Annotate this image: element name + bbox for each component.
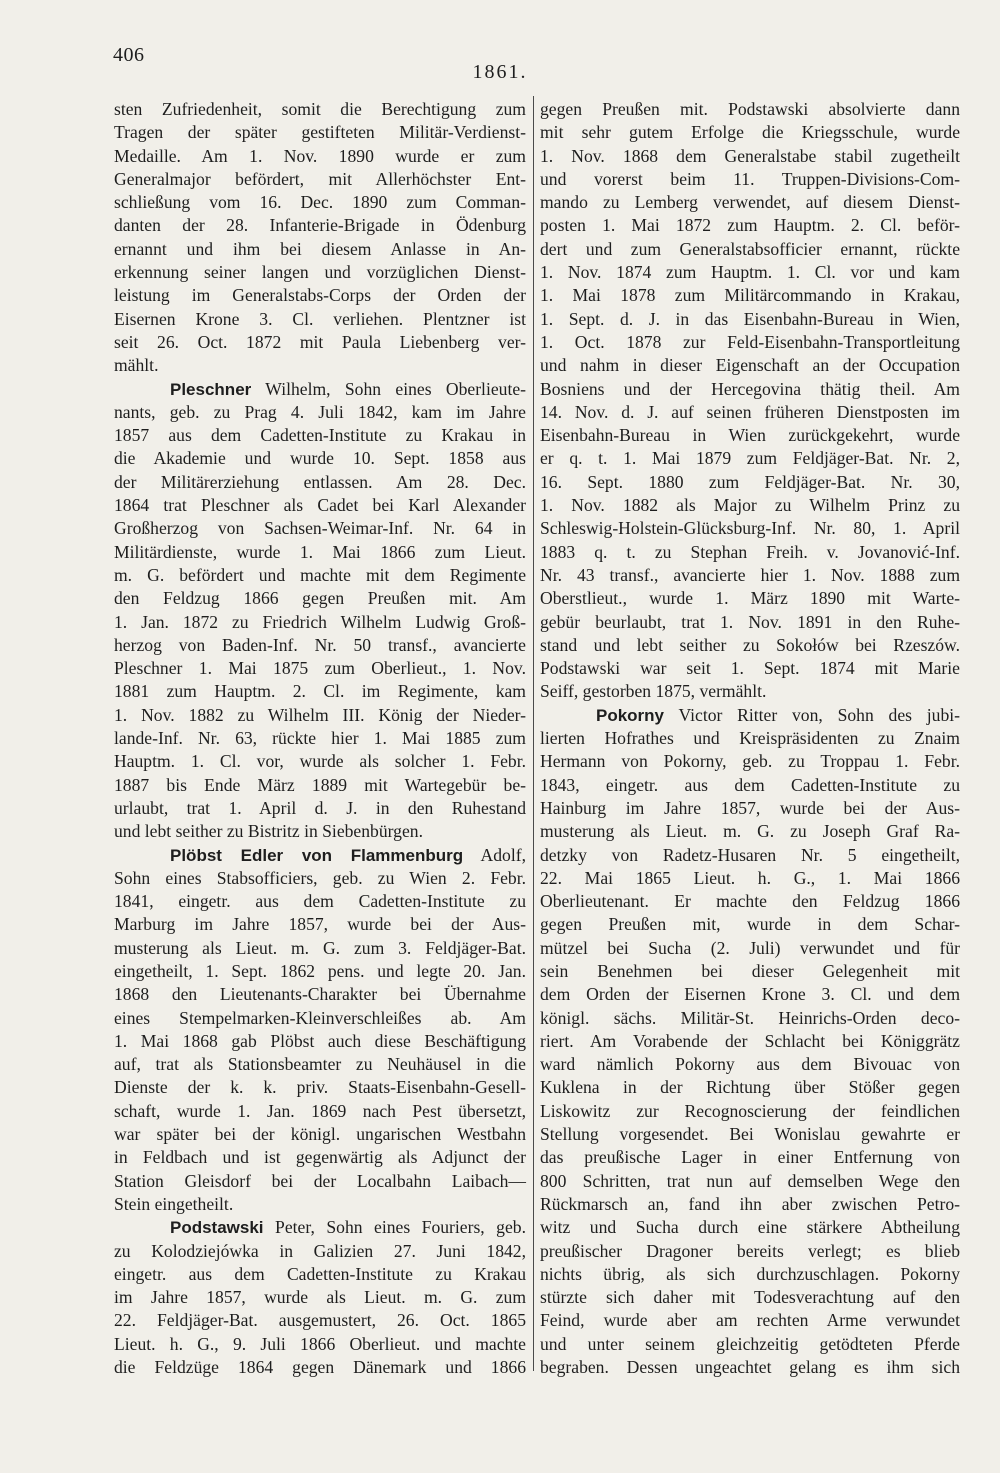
line-text: Schleswig-Holstein-Glücksburg-Inf. Nr. 80, 1. April [540, 518, 960, 539]
line-text: Hermann von Pokorny, geb. zu Troppau 1. Febr. [540, 751, 960, 772]
text-line [540, 308, 960, 331]
text-line [540, 191, 960, 214]
line-text: im Jahre 1857, wurde als Lieut. m. G. zum [114, 1287, 526, 1308]
entry-surname: Pleschner [170, 379, 252, 399]
text-line [114, 1123, 526, 1146]
line-text: Hainburg im Jahre 1857, wurde bei der Aus- [540, 797, 960, 818]
line-text: 1. Nov. 1882 als Major zu Wilhelm Prinz zu [540, 495, 960, 516]
line-text: Sohn eines Stabsofficiers, geb. zu Wien 2. Febr. [114, 867, 526, 888]
text-line [540, 1263, 960, 1286]
line-text: riert. Am Vorabende der Schlacht bei Königgrätz [540, 1030, 960, 1051]
text-line [114, 541, 526, 564]
line-text: musterung als Lieut. m. G. zu Joseph Graf Ra- [540, 821, 960, 842]
text-line [114, 284, 526, 307]
text-line [540, 611, 960, 634]
line-text: dert und zum Generalstabsofficier ernannt, rückte [540, 238, 960, 259]
text-line [540, 587, 960, 610]
text-line [540, 1076, 960, 1099]
text-line [114, 611, 526, 634]
text-line [540, 1193, 960, 1216]
line-text: 1. Oct. 1878 zur Feld-Eisenbahn-Transportleitung [540, 331, 960, 352]
line-text: die Feldzüge 1864 gegen Dänemark und 1866 [114, 1357, 526, 1378]
line-text: auf, trat als Stationsbeamter zu Neuhäusel in die [114, 1054, 526, 1075]
line-text: Tragen der später gestifteten Militär-Verdienst- [114, 122, 526, 143]
text-line [540, 1309, 960, 1332]
text-line [114, 1170, 526, 1193]
text-line [540, 913, 960, 936]
line-text: eingetr. aus dem Cadetten-Institute zu Krakau [114, 1263, 526, 1284]
text-line [540, 727, 960, 750]
line-text: Pleschner 1. Mai 1875 zum Oberlieut., 1. Nov. [114, 658, 526, 679]
text-line [114, 1053, 526, 1076]
text-line [540, 121, 960, 144]
text-line [114, 424, 526, 447]
line-text: Großherzog von Sachsen-Weimar-Inf. Nr. 64 in [114, 518, 526, 539]
left-column [114, 98, 526, 1379]
running-head-year: 1861. [472, 61, 528, 83]
line-text: 1. Nov. 1868 dem Generalstabe stabil zugetheilt [540, 145, 960, 166]
text-line [540, 1286, 960, 1309]
text-line [114, 727, 526, 750]
entry-surname: Podstawski [170, 1218, 264, 1238]
line-text: 1868 den Lieutenants-Charakter bei Übernahme [114, 984, 526, 1005]
entry-heading-line [114, 378, 526, 401]
text-line [114, 1263, 526, 1286]
line-text: Feind, wurde aber am rechten Arme verwundet [540, 1310, 960, 1331]
text-line [540, 1240, 960, 1263]
text-line [114, 937, 526, 960]
text-line [114, 890, 526, 913]
line-text: eines Stempelmarken-Kleinverschleißes ab. Am [114, 1007, 526, 1028]
text-line [540, 937, 960, 960]
text-line [114, 145, 526, 168]
line-text: nichts übrig, als sich durchzuschlagen. Pokorny [540, 1263, 960, 1284]
text-line [540, 680, 960, 703]
text-line [540, 890, 960, 913]
text-line [114, 238, 526, 261]
text-line [114, 960, 526, 983]
line-text: posten 1. Mai 1872 zum Hauptm. 2. Cl. beför- [540, 215, 960, 236]
text-line [540, 960, 960, 983]
text-line [114, 750, 526, 773]
text-line [114, 1146, 526, 1169]
text-line [114, 913, 526, 936]
line-text: und unter seinem gleichzeitig getödteten Pferde [540, 1333, 960, 1354]
line-text: in Feldbach und ist gegenwärtig als Adjunct der [114, 1147, 526, 1168]
line-text: Nr. 43 transf., avancierte hier 1. Nov. 1888 zum [540, 564, 960, 585]
line-text: er q. t. 1. Mai 1879 zum Feldjäger-Bat. Nr. 2, [540, 448, 960, 469]
text-line [114, 1286, 526, 1309]
text-line [540, 214, 960, 237]
line-text: begraben. Dessen ungeachtet gelang es ihm sich [540, 1357, 960, 1378]
text-line [540, 401, 960, 424]
line-text: lierten Hofrathes und Kreispräsidenten zu Znaim [540, 728, 960, 749]
text-line [114, 471, 526, 494]
text-line [114, 867, 526, 890]
line-text: königl. sächs. Militär-St. Heinrichs-Orden deco- [540, 1007, 960, 1028]
text-line [114, 1193, 526, 1216]
line-text: herzog von Baden-Inf. Nr. 50 transf., avancierte [114, 634, 526, 655]
line-text: 1843, eingetr. aus dem Cadetten-Institute zu [540, 774, 960, 795]
line-text: mando zu Lemberg verwendet, auf diesem Dienst- [540, 192, 960, 213]
entry-surname: Plöbst Edler von Flammenburg [170, 845, 464, 865]
text-line [540, 354, 960, 377]
text-line [540, 238, 960, 261]
line-text: zu Kolodziejówka in Galizien 27. Juni 1842, [114, 1240, 526, 1261]
line-text: 1881 zum Hauptm. 2. Cl. im Regimente, kam [114, 681, 526, 702]
text-line [114, 680, 526, 703]
line-text: mählt. [114, 355, 159, 376]
text-line [114, 214, 526, 237]
text-line [540, 750, 960, 773]
text-line [540, 1146, 960, 1169]
text-line [540, 983, 960, 1006]
line-text: 1887 bis Ende März 1889 mit Wartegebür be- [114, 774, 526, 795]
line-text: Seiff, gestorben 1875, vermählt. [540, 681, 767, 702]
text-line [540, 797, 960, 820]
line-text: 1. Jan. 1872 zu Friedrich Wilhelm Ludwig Groß- [114, 611, 526, 632]
line-text: stand und lebt seither zu Sokołów bei Rzeszów. [540, 634, 960, 655]
text-line [540, 145, 960, 168]
line-text: 1. Nov. 1874 zum Hauptm. 1. Cl. vor und kam [540, 262, 960, 283]
text-line [114, 1309, 526, 1332]
line-text: detzky von Radetz-Husaren Nr. 5 eingetheilt, [540, 844, 960, 865]
right-column [540, 98, 960, 1379]
line-text: Oberlieutenant. Er machte den Feldzug 1866 [540, 891, 960, 912]
text-line [540, 1100, 960, 1123]
line-text: stürzte sich daher mit Todesverachtung auf den [540, 1287, 960, 1308]
text-line [114, 634, 526, 657]
line-text: das preußische Lager in einer Entfernung von [540, 1147, 960, 1168]
column-divider [533, 96, 534, 1371]
line-text: Bosniens und der Hercegovina thätig theil. Am [540, 378, 960, 399]
line-text: Podstawski war seit 1. Sept. 1874 mit Marie [540, 658, 960, 679]
text-line [114, 331, 526, 354]
line-text: 1. Nov. 1882 zu Wilhelm III. König der Nieder- [114, 704, 526, 725]
line-text: witz und Sucha durch eine stärkere Abtheilung [540, 1217, 960, 1238]
line-text: war später bei der königl. ungarischen Westbahn [114, 1124, 526, 1145]
line-text: sein Benehmen bei dieser Gelegenheit mit [540, 960, 960, 981]
line-text: Stellung vorgesendet. Bei Wonislau gewahrte er [540, 1124, 960, 1145]
line-text: und lebt seither zu Bistritz in Siebenbürgen. [114, 821, 423, 842]
line-text: musterung als Lieut. m. G. zum 3. Feldjäger-Bat. [114, 937, 526, 958]
text-line [540, 564, 960, 587]
text-line [540, 1123, 960, 1146]
line-text: mit sehr gutem Erfolge die Kriegsschule, wurde [540, 122, 960, 143]
line-text: sten Zufriedenheit, somit die Berechtigung zum [114, 99, 526, 119]
line-text: Oberstlieut., wurde 1. März 1890 mit Warte- [540, 588, 960, 609]
line-text: Wilhelm, Sohn eines Oberlieute- [251, 378, 526, 399]
line-text: Dienste der k. k. priv. Staats-Eisenbahn-Gesell- [114, 1077, 526, 1098]
text-line [540, 634, 960, 657]
text-line [114, 587, 526, 610]
text-line [540, 657, 960, 680]
line-text: 1841, eingetr. aus dem Cadetten-Institute zu [114, 891, 526, 912]
text-line [114, 820, 526, 843]
line-text: leistung im Generalstabs-Corps der Orden der [114, 285, 526, 306]
line-text: urlaubt, trat 1. April d. J. in den Ruhestand [114, 797, 526, 818]
text-line [114, 1240, 526, 1263]
text-line [114, 1030, 526, 1053]
text-line [540, 378, 960, 401]
line-text: Lieut. h. G., 9. Juli 1866 Oberlieut. und machte [114, 1333, 526, 1354]
text-line [114, 774, 526, 797]
text-line [114, 1356, 526, 1379]
text-line [114, 517, 526, 540]
line-text: seit 26. Oct. 1872 mit Paula Liebenberg ver- [114, 331, 526, 352]
text-line [114, 1333, 526, 1356]
text-line [540, 1030, 960, 1053]
line-text: m. G. befördert und machte mit dem Regimente [114, 564, 526, 585]
page-number: 406 [113, 44, 145, 66]
text-line [114, 1007, 526, 1030]
text-line [540, 331, 960, 354]
text-line [540, 284, 960, 307]
line-text: lande-Inf. Nr. 63, rückte hier 1. Mai 1885 zum [114, 728, 526, 749]
text-line [114, 261, 526, 284]
line-text: gebür beurlaubt, trat 1. Nov. 1891 in den Ruhe- [540, 611, 960, 632]
line-text: Peter, Sohn eines Fouriers, geb. [263, 1217, 526, 1238]
line-text: Stein eingetheilt. [114, 1193, 234, 1214]
line-text: Generalmajor befördert, mit Allerhöchster Ent- [114, 168, 526, 189]
text-line [540, 1170, 960, 1193]
line-text: Station Gleisdorf bei der Localbahn Laibach— [114, 1170, 526, 1191]
text-line [114, 494, 526, 517]
text-line [540, 471, 960, 494]
entry-heading-line [114, 844, 526, 867]
text-line [114, 1076, 526, 1099]
text-line [540, 424, 960, 447]
line-text: erkennung seiner langen und vorzüglichen Dienst- [114, 262, 526, 283]
line-text: preußischer Dragoner bereits verlegt; es blieb [540, 1240, 960, 1261]
line-text: die Akademie und wurde 10. Sept. 1858 aus [114, 448, 526, 469]
entry-surname: Pokorny [596, 705, 665, 725]
text-line [114, 797, 526, 820]
line-text: und vorerst beim 11. Truppen-Divisions-Com- [540, 168, 960, 189]
text-line [114, 191, 526, 214]
line-text: dem Orden der Eisernen Krone 3. Cl. und dem [540, 984, 960, 1005]
text-line [114, 657, 526, 680]
text-line [540, 494, 960, 517]
line-text: schließung vom 16. Dec. 1890 zum Comman- [114, 192, 526, 213]
line-text: eingetheilt, 1. Sept. 1862 pens. und legte 20. Jan. [114, 960, 526, 981]
text-line [114, 98, 526, 121]
line-text: 22. Feldjäger-Bat. ausgemustert, 26. Oct. 1865 [114, 1310, 526, 1331]
line-text: Medaille. Am 1. Nov. 1890 wurde er zum [114, 145, 526, 166]
text-line [540, 1356, 960, 1379]
text-line [540, 98, 960, 121]
line-text: 22. Mai 1865 Lieut. h. G., 1. Mai 1866 [540, 867, 960, 888]
text-line [540, 1333, 960, 1356]
line-text: 16. Sept. 1880 zum Feldjäger-Bat. Nr. 30, [540, 471, 960, 492]
text-line [114, 447, 526, 470]
text-line [540, 1216, 960, 1239]
line-text: ward nämlich Pokorny aus dem Bivouac von [540, 1054, 960, 1075]
line-text: Adolf, [463, 844, 526, 865]
line-text: Hauptm. 1. Cl. vor, wurde als solcher 1. Febr. [114, 751, 526, 772]
text-line [540, 447, 960, 470]
line-text: gegen Preußen mit, wurde in dem Schar- [540, 914, 960, 935]
line-text: 1. Mai 1868 gab Plöbst auch diese Beschäftigung [114, 1030, 526, 1051]
text-line [114, 704, 526, 727]
line-text: Militärdienste, wurde 1. Mai 1866 zum Lieut. [114, 541, 526, 562]
text-line [114, 1100, 526, 1123]
text-line [540, 1007, 960, 1030]
text-line [540, 867, 960, 890]
line-text: 1883 q. t. zu Stephan Freih. v. Jovanović-Inf. [540, 541, 960, 562]
line-text: nants, geb. zu Prag 4. Juli 1842, kam im Jahre [114, 401, 526, 422]
text-line [540, 820, 960, 843]
line-text: und nahm in dieser Eigenschaft an der Occupation [540, 355, 960, 376]
line-text: Eisenbahn-Bureau in Wien zurückgekehrt, wurde [540, 425, 960, 446]
text-line [540, 774, 960, 797]
text-line [114, 564, 526, 587]
line-text: ernannt und ihm bei diesem Anlasse in An- [114, 238, 526, 259]
line-text: Marburg im Jahre 1857, wurde bei der Aus- [114, 914, 526, 935]
text-line [540, 168, 960, 191]
text-line [540, 844, 960, 867]
text-line [114, 168, 526, 191]
entry-heading-line [540, 704, 960, 727]
line-text: Victor Ritter von, Sohn des jubi- [664, 704, 960, 725]
line-text: den Feldzug 1866 gegen Preußen mit. Am [114, 588, 526, 609]
text-line [114, 983, 526, 1006]
text-line [540, 541, 960, 564]
line-text: 800 Schritten, trat nun auf demselben Wege den [540, 1170, 960, 1191]
line-text: 1. Sept. d. J. in das Eisenbahn-Bureau in Wien, [540, 308, 960, 329]
line-text: Eisernen Krone 3. Cl. verliehen. Plentzner ist [114, 308, 526, 329]
line-text: danten der 28. Infanterie-Brigade in Ödenburg [114, 215, 526, 236]
text-line [540, 261, 960, 284]
line-text: 1857 aus dem Cadetten-Institute zu Krakau in [114, 425, 526, 446]
text-line [114, 401, 526, 424]
line-text: gegen Preußen mit. Podstawski absolvierte dann [540, 99, 960, 119]
line-text: der Militärerziehung entlassen. Am 28. Dec. [114, 471, 526, 492]
line-text: mützel bei Sucha (2. Juli) verwundet und für [540, 937, 960, 958]
line-text: schaft, wurde 1. Jan. 1869 nach Pest übersetzt, [114, 1100, 526, 1121]
entry-heading-line [114, 1216, 526, 1239]
line-text: 1864 trat Pleschner als Cadet bei Karl Alexander [114, 495, 526, 516]
line-text: Rückmarsch an, fand ihn aber zwischen Petro- [540, 1193, 960, 1214]
line-text: Kuklena in der Richtung über Stößer gegen [540, 1077, 960, 1098]
text-line [540, 1053, 960, 1076]
text-line [114, 308, 526, 331]
text-line [114, 121, 526, 144]
text-line [114, 354, 526, 377]
line-text: 14. Nov. d. J. auf seinen früheren Dienstposten im [540, 401, 960, 422]
line-text: Liskowitz zur Recognoscierung der feindlichen [540, 1100, 960, 1121]
text-line [540, 517, 960, 540]
line-text: 1. Mai 1878 zum Militärcommando in Krakau, [540, 285, 960, 306]
